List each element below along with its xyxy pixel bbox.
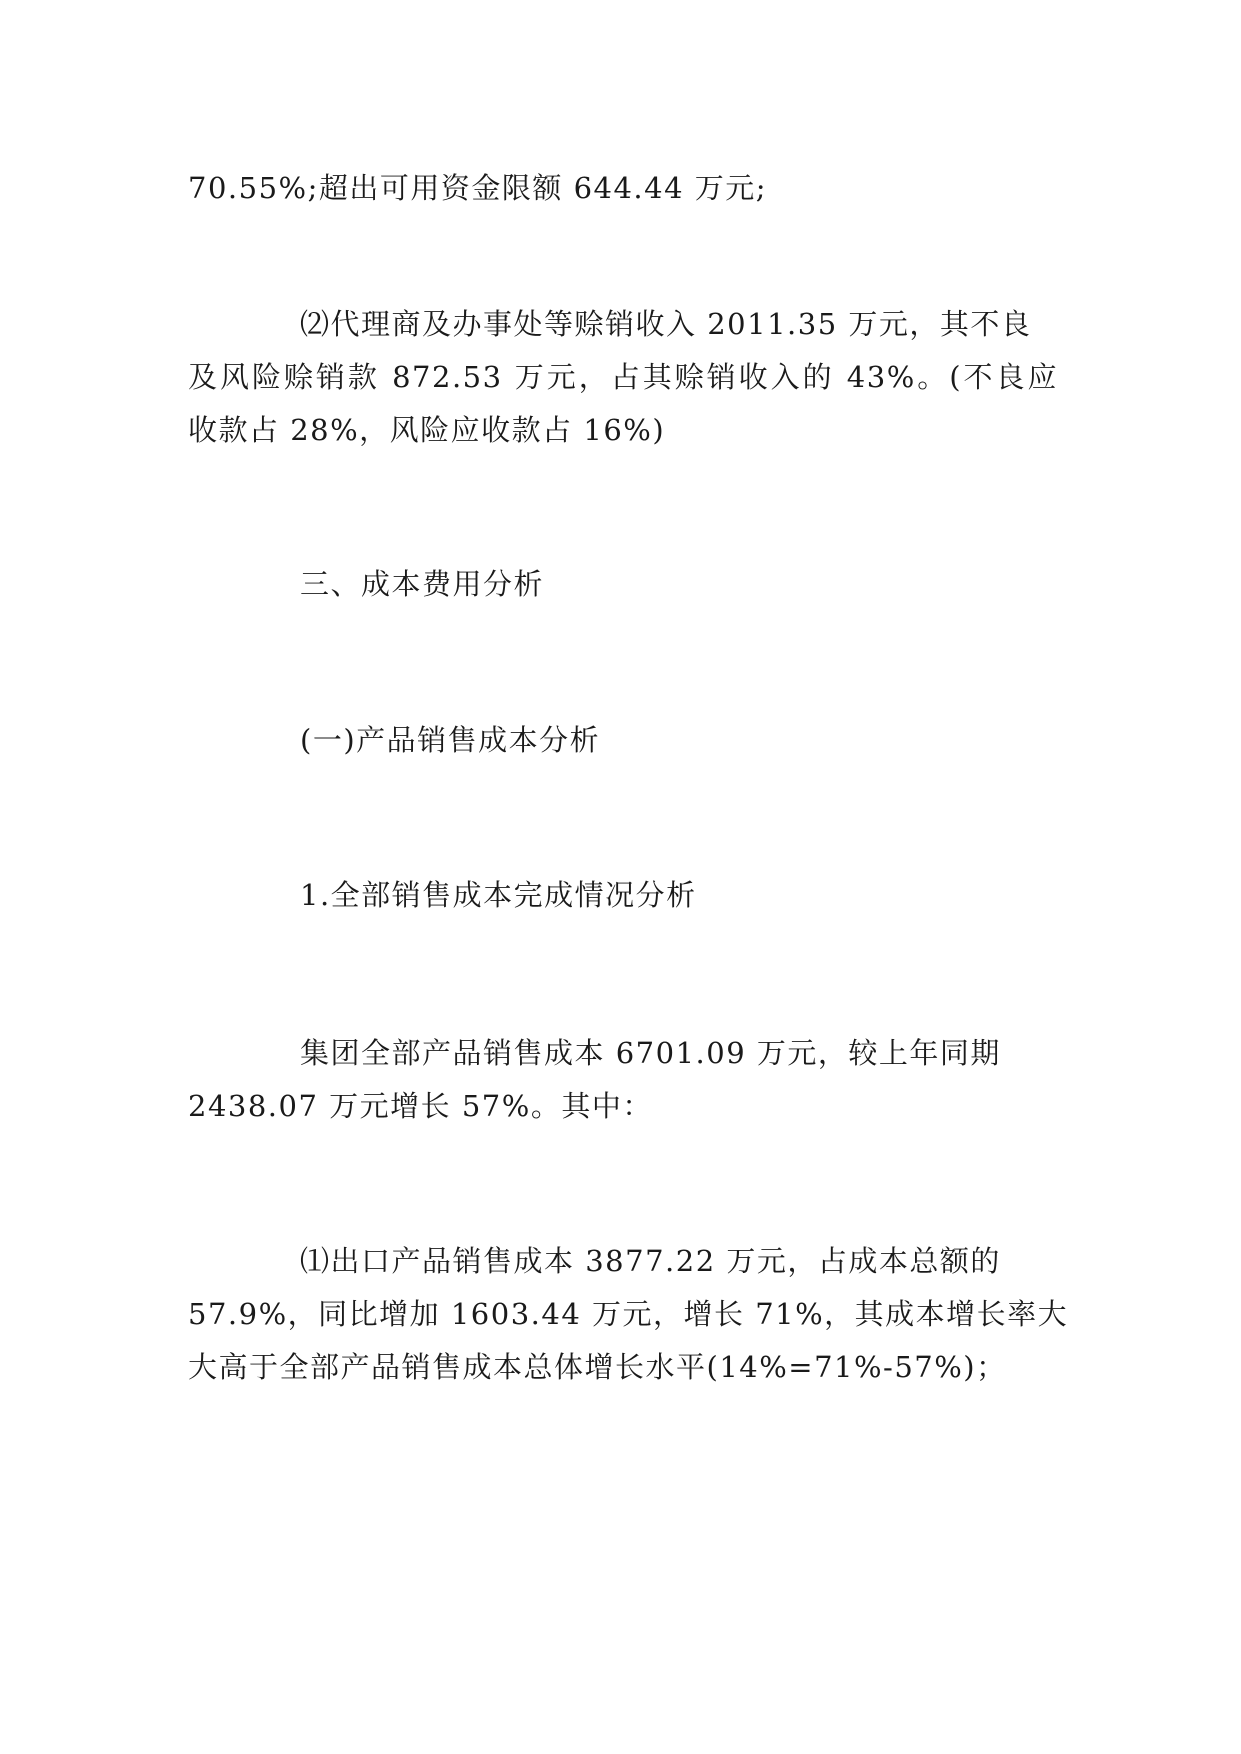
paragraph-2-line-1: ⑵代理商及办事处等赊销收入 2011.35 万元，其不良 <box>300 307 1032 341</box>
paragraph-3-line-1: 集团全部产品销售成本 6701.09 万元，较上年同期 <box>300 1036 1001 1070</box>
subsection-heading: (一)产品销售成本分析 <box>300 723 601 757</box>
paragraph-2-line-3: 收款占 28%，风险应收款占 16%) <box>188 413 666 447</box>
paragraph-2-line-2: 及风险赊销款 872.53 万元，占其赊销收入的 43%。(不良应 <box>188 360 1058 394</box>
section-heading: 三、成本费用分析 <box>300 567 545 601</box>
paragraph-3-line-2: 2438.07 万元增长 57%。其中： <box>188 1089 653 1123</box>
paragraph-4-line-3: 大高于全部产品销售成本总体增长水平(14%=71%-57%)； <box>188 1350 1007 1384</box>
paragraph-4-line-1: ⑴出口产品销售成本 3877.22 万元，占成本总额的 <box>300 1244 1001 1278</box>
paragraph-4-line-2: 57.9%，同比增加 1603.44 万元，增长 71%，其成本增长率大 <box>188 1297 1069 1331</box>
paragraph-1-line-1: 70.55%;超出可用资金限额 644.44 万元; <box>188 171 768 205</box>
item-heading: 1.全部销售成本完成情况分析 <box>300 878 697 912</box>
